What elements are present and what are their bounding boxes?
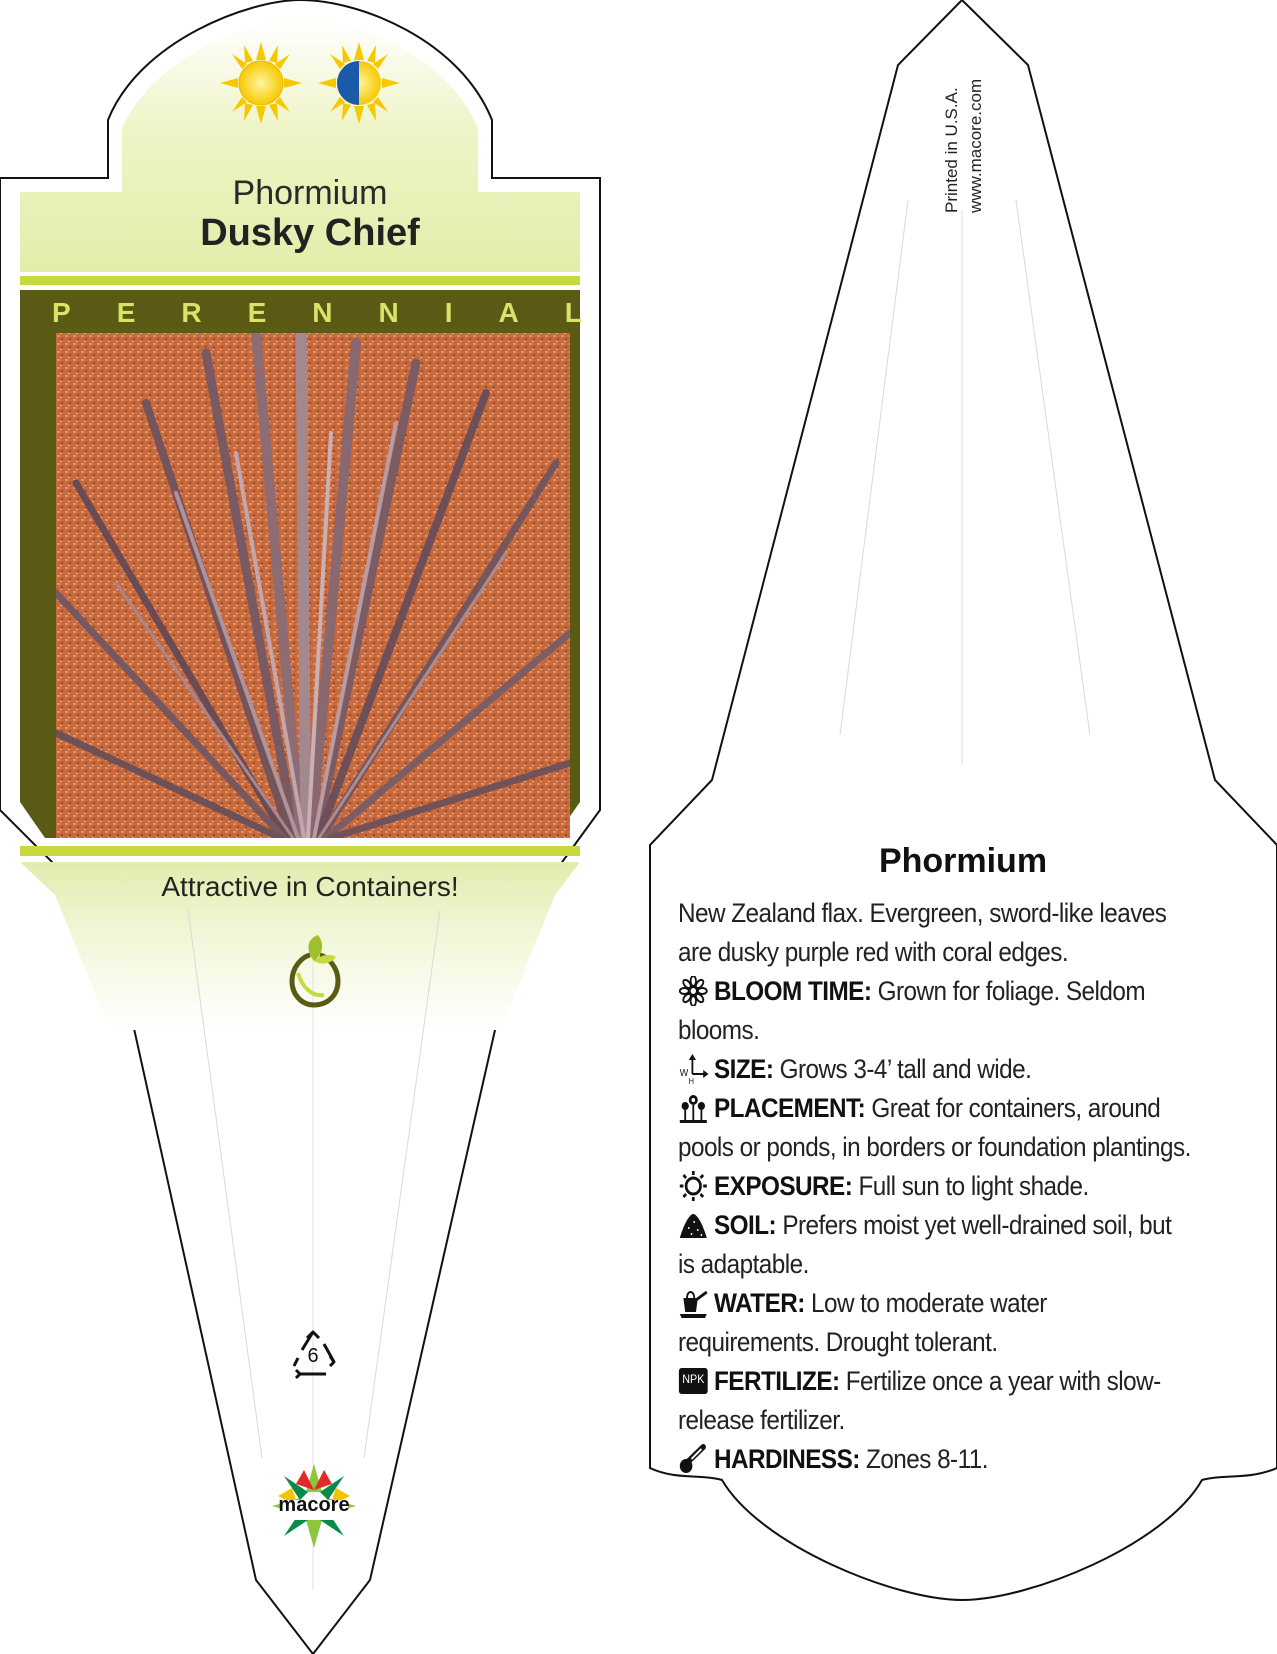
category-letter: N xyxy=(312,297,333,328)
care-label: EXPOSURE: xyxy=(714,1171,853,1201)
category-letter: E xyxy=(116,297,136,328)
care-text: Low to moderate water requirements. Drought tolerant. xyxy=(678,1288,1047,1357)
care-text: Grown for foliage. Seldom blooms. xyxy=(678,976,1146,1045)
plant-photo xyxy=(56,333,570,838)
container-pot-icon xyxy=(284,933,344,1009)
care-label: WATER: xyxy=(714,1288,805,1318)
care-label: FERTILIZE: xyxy=(714,1366,840,1396)
print-info xyxy=(940,53,990,213)
care-item-soil xyxy=(678,1206,1191,1284)
category-letter: R xyxy=(181,297,202,328)
category-letter: L xyxy=(564,297,582,328)
npk-label: NPK xyxy=(682,1372,705,1386)
care-label: BLOOM TIME: xyxy=(714,976,872,1006)
recycle-number: 6 xyxy=(307,1345,319,1367)
care-item-hardiness xyxy=(678,1440,1191,1479)
size-arrows-icon xyxy=(678,1054,709,1084)
care-item-water xyxy=(678,1284,1191,1362)
category-letter: I xyxy=(444,297,453,328)
full-sun-icon xyxy=(220,42,302,124)
care-label: PLACEMENT: xyxy=(714,1093,866,1123)
description: New Zealand flax. Evergreen, sword-like leaves are dusky purple red with coral edges. xyxy=(678,898,1167,967)
npk-icon xyxy=(678,1366,709,1396)
care-label: SIZE: xyxy=(714,1054,774,1084)
flower-icon xyxy=(678,976,709,1006)
care-item-fertilize xyxy=(678,1362,1191,1440)
category-letter: A xyxy=(498,297,519,328)
variety-name: Dusky Chief xyxy=(200,212,420,254)
website: www.macore.com xyxy=(966,78,985,213)
macore-logo xyxy=(266,1462,362,1550)
category-label xyxy=(52,299,582,327)
thermometer-icon xyxy=(678,1444,709,1474)
category-letter: E xyxy=(247,297,267,328)
part-shade-icon xyxy=(318,42,400,124)
brand-name: macore xyxy=(278,1494,350,1516)
category-letter: P xyxy=(52,297,71,328)
svg-text:W: W xyxy=(679,1067,688,1080)
tagline: Attractive in Containers! xyxy=(161,871,459,902)
care-text: Prefers moist yet well-drained soil, but is adaptable. xyxy=(678,1210,1172,1279)
care-item-size xyxy=(678,1050,1191,1089)
recycle-icon xyxy=(286,1330,340,1380)
soil-pile-icon xyxy=(678,1210,709,1240)
care-text: Zones 8-11. xyxy=(866,1444,988,1474)
care-text: Full sun to light shade. xyxy=(858,1171,1089,1201)
category-letter: N xyxy=(378,297,399,328)
care-item-exposure xyxy=(678,1167,1191,1206)
care-label: HARDINESS: xyxy=(714,1444,860,1474)
sun-outline-icon xyxy=(678,1171,709,1201)
care-text: Great for containers, around pools or ponds, in borders or foundation plantings. xyxy=(678,1093,1191,1162)
care-info xyxy=(678,894,1191,1479)
care-text: Fertilize once a year with slow-release fertilizer. xyxy=(678,1366,1161,1435)
svg-text:H: H xyxy=(688,1076,694,1084)
printed-in: Printed in U.S.A. xyxy=(942,87,961,213)
watering-can-icon xyxy=(678,1288,709,1318)
care-item-placement xyxy=(678,1089,1191,1167)
care-label: SOIL: xyxy=(714,1210,777,1240)
back-title: Phormium xyxy=(878,842,1048,880)
care-item-bloom-time xyxy=(678,972,1191,1050)
placement-plants-icon xyxy=(678,1093,709,1123)
common-name: Phormium xyxy=(232,174,388,212)
care-text: Grows 3-4’ tall and wide. xyxy=(779,1054,1032,1084)
